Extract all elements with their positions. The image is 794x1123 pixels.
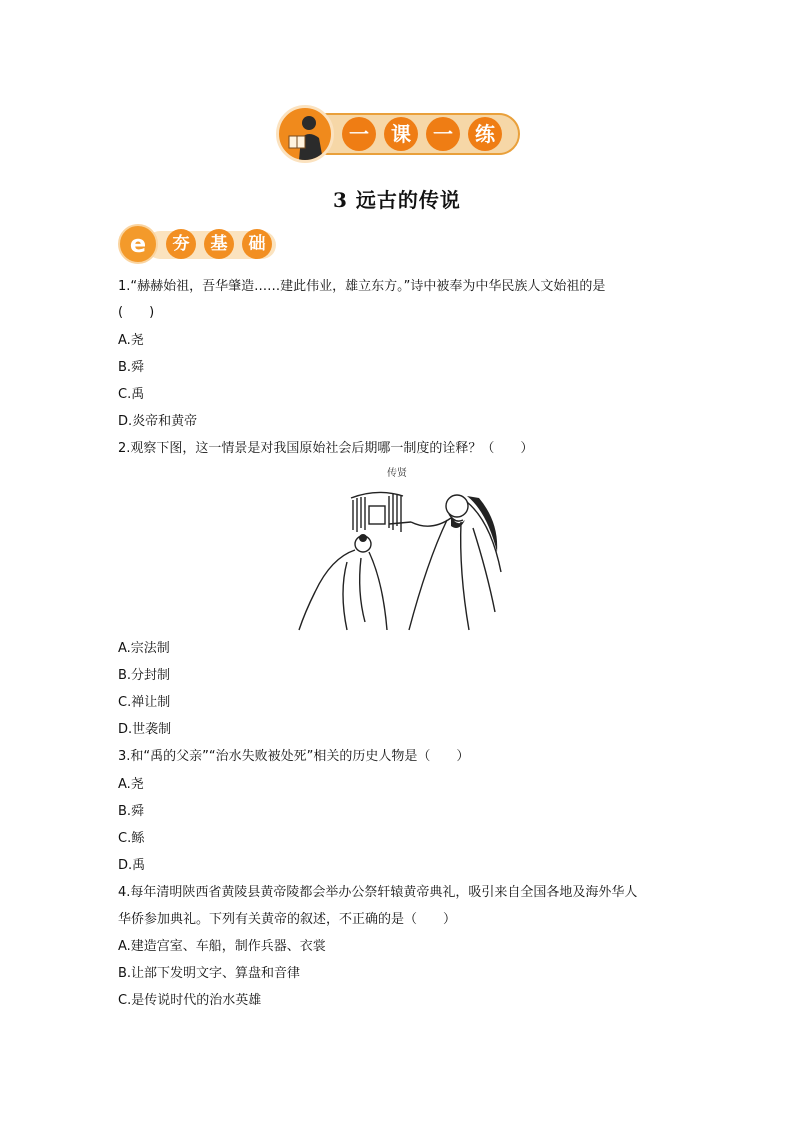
option-c: C.鲧 [118,831,145,846]
section-char: 础 [242,229,272,259]
option-d: D.禹 [118,858,146,873]
banner-char: 一 [426,117,460,151]
option-b: B.舜 [118,804,145,819]
option-a: A.尧 [118,333,144,348]
practice-banner [276,105,522,163]
option-b: B.分封制 [118,668,171,683]
option-c: C.禅让制 [118,695,171,710]
option-a: A.建造宫室、车船，制作兵器、衣裳 [118,939,326,954]
option-b: B.让部下发明文字、算盘和音律 [118,966,301,981]
option-d: D.炎帝和黄帝 [118,414,198,429]
option-a: A.尧 [118,777,144,792]
figure-caption: 传贤 [387,468,407,479]
banner-char: 练 [468,117,502,151]
question-stem: 3.和“禹的父亲”“治水失败被处死”相关的历史人物是（ ） [118,749,470,764]
option-c: C.禹 [118,387,145,402]
question-stem-continued: 华侨参加典礼。下列有关黄帝的叙述，不正确的是（ ） [118,912,457,927]
option-b: B.舜 [118,360,145,375]
answer-blank: ( ) [118,305,155,320]
question-stem: 1.“赫赫始祖，吾华肇造……建此伟业，雄立东方。”诗中被奉为中华民族人文始祖的是 [118,279,606,294]
option-a: A.宗法制 [118,641,170,656]
question-stem: 4.每年清明陕西省黄陵县黄帝陵都会举办公祭轩辕黄帝典礼，吸引来自全国各地及海外华人 [118,885,638,900]
section-e-icon: e [118,224,158,264]
question-stem: 2.观察下图，这一情景是对我国原始社会后期哪一制度的诠释？（ ） [118,441,534,456]
option-d: D.世袭制 [118,722,172,737]
reading-person-icon [276,105,334,163]
section-char: 基 [204,229,234,259]
option-c: C.是传说时代的治水英雄 [118,993,262,1008]
abdication-illustration [291,462,503,632]
banner-char: 一 [342,117,376,151]
banner-char: 课 [384,117,418,151]
section-char: 夯 [166,229,196,259]
section-badge [118,224,280,264]
lesson-title: 3 远古的传说 [333,188,461,212]
